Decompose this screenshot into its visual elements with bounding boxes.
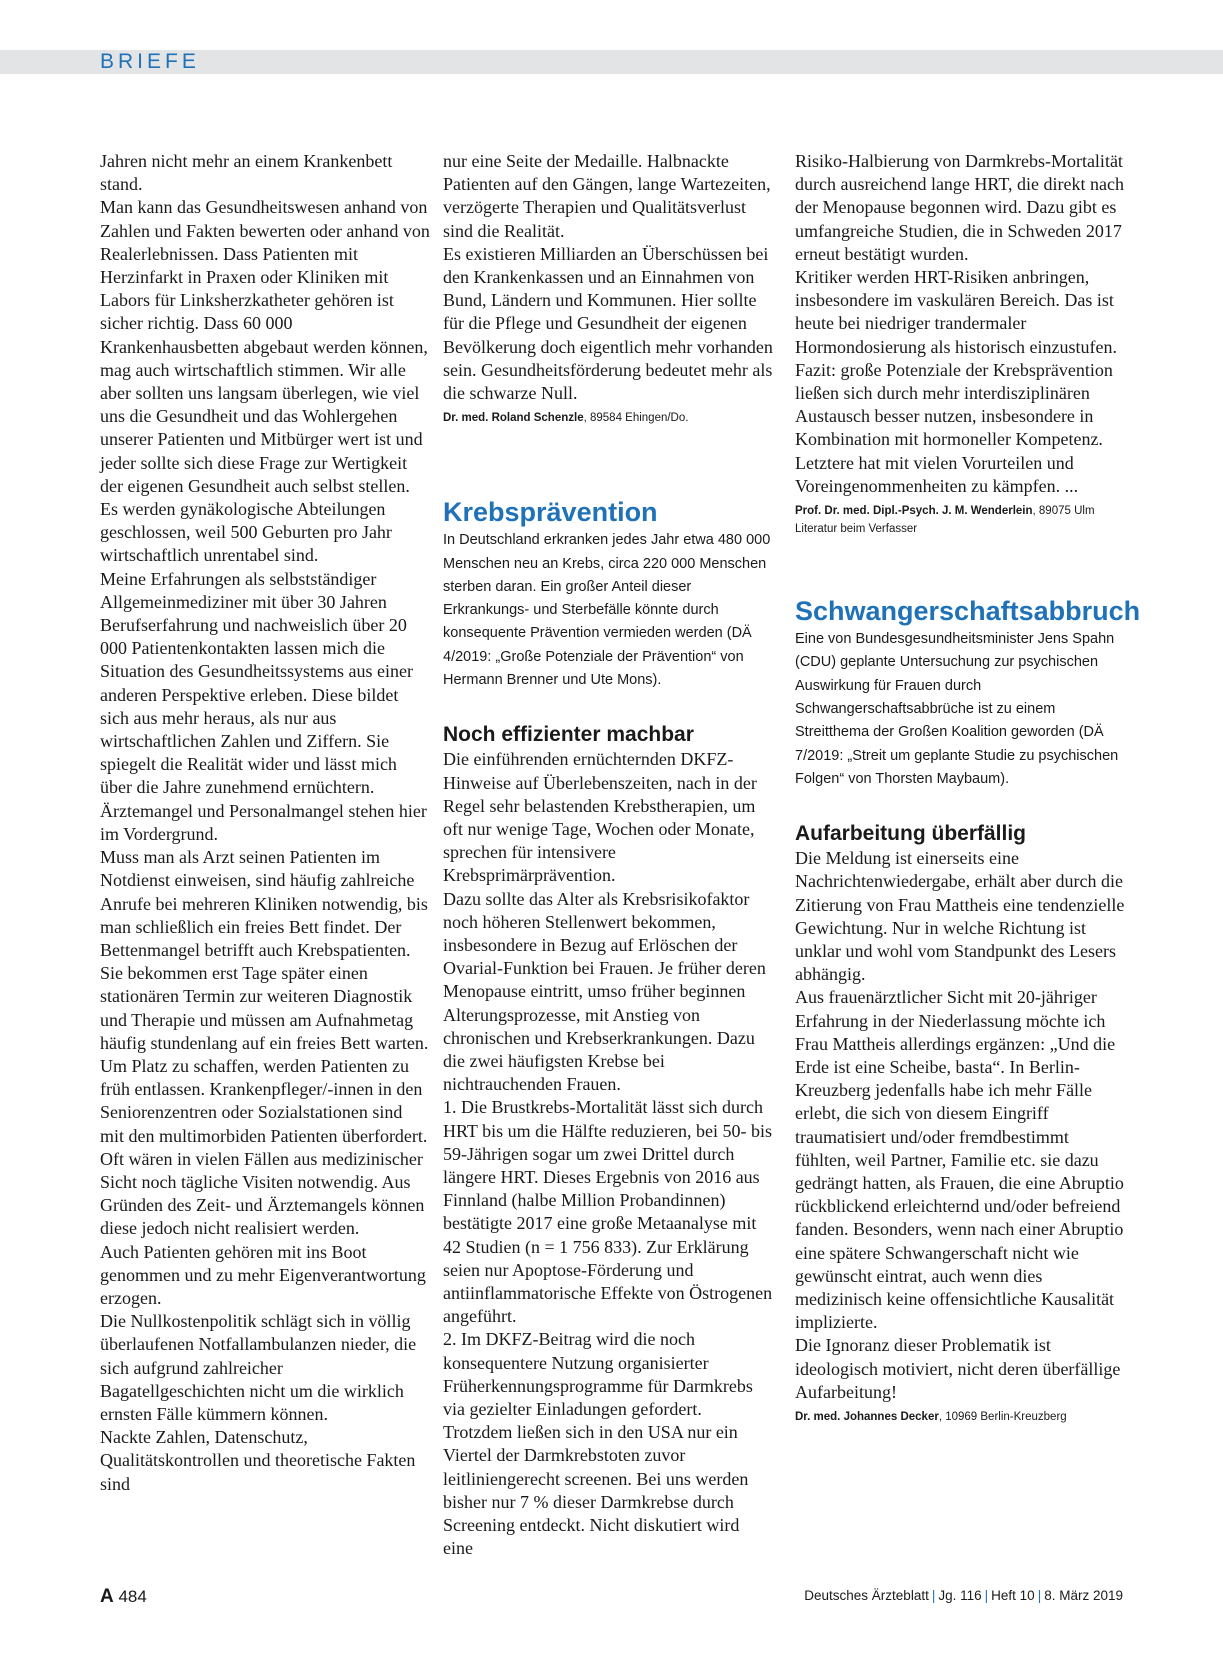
topic-teaser: In Deutschland erkranken jedes Jahr etwa 480 000 Menschen neu an Krebs, circa 220 000 Menschen sterben daran. Ein großer Anteil dieser Erkrankungs- und Sterbefälle könnte durch konsequente Prävention vermieden werden (DÄ 4/2019: „Große Potenziale der Prävention“ von Hermann Brenner und Ute Mons). <box>443 532 771 689</box>
literature-note: Literatur beim Verfasser <box>795 523 918 536</box>
paragraph: Um Platz zu schaffen, werden Patienten zu früh entlassen. Krankenpfleger/-innen in den Seniorenzentren oder Sozialstationen sind mit den multimorbiden Patienten überfordert. Oft wären in vielen Fällen aus medizinischer Sicht noch tägliche Visiten notwendig. Aus Gründen des Zeit- und Ärztemangels können diese jedoch nicht realisiert werden. <box>100 1055 428 1239</box>
author-name: Prof. Dr. med. Dipl.-Psych. J. M. Wenderlein <box>795 505 1033 518</box>
journal-name: Deutsches Ärzteblatt <box>804 1588 929 1603</box>
page-prefix: A <box>100 1586 114 1607</box>
paragraph: Die einführenden ernüchternden DKFZ-Hinweise auf Überlebenszeiten, nach in der Regel sehr belastenden Krebstherapien, um oft nur wenige Tage, Wochen oder Monate, sprechen für intensivere Krebsprimärprävention. <box>443 749 757 886</box>
section-label: BRIEFE <box>100 50 200 73</box>
letter-signature <box>443 409 773 427</box>
author-name: Dr. med. Roland Schenzle <box>443 412 584 425</box>
letter-headline: Noch effizienter machbar <box>443 723 694 747</box>
paragraph: 1. Die Brustkrebs-Mortalität lässt sich durch HRT bis um die Hälfte reduzieren, bei 50- bis 59-Jährigen sogar um zwei Drittel durch längere HRT. Dieses Ergebnis von 2016 aus Finnland (halbe Million Probandinnen) bestätigte 2017 eine große Metaanalyse mit 42 Studien (n = 1 756 833). Zur Erklärung seien nur Apoptose-Förderung und antiinflammatorische Effekte von Östrogenen angeführt. <box>443 1097 773 1327</box>
column-2 <box>443 150 773 1560</box>
paragraph: Auch Patienten gehören mit ins Boot genommen und zu mehr Eigenverantwortung erzogen. <box>100 1241 426 1308</box>
journal-issue: Heft 10 <box>991 1588 1035 1603</box>
paragraph: Die Nullkostenpolitik schlägt sich in völlig überlaufenen Notfallambulanzen nieder, die sich aufgrund zahlreicher Bagatellgeschichten nicht um die wirklich ernsten Fälle kümmern können. <box>100 1311 417 1424</box>
journal-footer <box>804 1588 1123 1603</box>
paragraph: Nackte Zahlen, Datenschutz, Qualitätskontrollen und theoretische Fakten sind <box>100 1427 416 1494</box>
paragraph: 2. Im DKFZ-Beitrag wird die noch konsequentere Nutzung organisierter Früherkennungsprogramme für Darmkrebs via gezielter Einladungen gefordert. Trotzdem ließen sich in den USA nur ein Viertel der Darmkrebstoten zuvor leitliniengerecht screenen. Bei uns werden bisher nur 7 % dieser Darmkrebse durch Screening entdeckt. Nicht diskutiert wird eine <box>443 1329 753 1559</box>
letter-headline: Aufarbeitung überfällig <box>795 822 1026 846</box>
separator: | <box>1037 1588 1042 1603</box>
paragraph: Fazit: große Potenziale der Krebsprävention ließen sich durch mehr interdisziplinären Austausch besser nutzen, insbesondere in Kombination mit hormoneller Kompetenz. Letztere hat mit vielen Vorurteilen und Voreingenommenheiten zu kämpfen. ... <box>795 359 1113 496</box>
paragraph: nur eine Seite der Medaille. Halbnackte Patienten auf den Gängen, lange Wartezeiten, verzögerte Therapien und Qualitätsverlust sind die Realität. <box>443 151 771 241</box>
letter-signature <box>795 502 1125 520</box>
paragraph: Risiko-Halbierung von Darmkrebs-Mortalität durch ausreichend lange HRT, die direkt nach der Menopause begonnen wird. Dazu gibt es umfangreiche Studien, die in Schweden 2017 erneut bestätigt wurden. <box>795 151 1124 264</box>
author-place: , 89584 Ehingen/Do. <box>583 412 689 425</box>
paragraph: Dazu sollte das Alter als Krebsrisikofaktor noch höheren Stellenwert bekommen, insbesondere in Bezug auf Erlöschen der Ovarial-Funktion bei Frauen. Je früher deren Menopause eintritt, umso früher beginnen Alterungsprozesse, mit Anstieg von chronischen und Krebserkrankungen. Dazu die zwei häufigsten Krebse bei nichtrauchenden Frauen. <box>443 888 766 1095</box>
paragraph: Es werden gynäkologische Abteilungen geschlossen, weil 500 Geburten pro Jahr wirtschaftlich unrentabel sind. <box>100 499 392 566</box>
topic-heading: Schwangerschaftsabbruch <box>795 596 1141 627</box>
page-number <box>100 1586 147 1608</box>
paragraph: Die Ignoranz dieser Problematik ist ideologisch motiviert, nicht deren überfällige Aufarbeitung! <box>795 1335 1121 1402</box>
paragraph: Muss man als Arzt seinen Patienten im Notdienst einweisen, sind häufig zahlreiche Anrufe bei mehreren Kliniken notwendig, bis man schließlich ein freies Bett findet. Der Bettenmangel betrifft auch Krebspatienten. Sie bekommen erst Tage später einen stationären Termin zur weiteren Diagnostik und Therapie und müssen am Aufnahmetag häufig stundenlang auf ein freies Bett warten. <box>100 847 429 1053</box>
paragraph: Kritiker werden HRT-Risiken anbringen, insbesondere im vaskulären Bereich. Das ist heute bei niedriger trandermaler Hormondosierung als historisch einzustufen. <box>795 267 1117 357</box>
separator: | <box>984 1588 989 1603</box>
paragraph: Die Meldung ist einerseits eine Nachrichtenwiedergabe, erhält aber durch die Zitierung von Frau Mattheis eine tendenzielle Gewichtung. Nur in welche Richtung ist unklar und wohl vom Standpunkt des Lesers abhängig. <box>795 848 1125 985</box>
paragraph: Jahren nicht mehr an einem Krankenbett stand. <box>100 151 393 195</box>
column-1 <box>100 150 430 1496</box>
paragraph: Man kann das Gesundheitswesen anhand von Zahlen und Fakten bewerten oder anhand von Realerlebnissen. Dass Patienten mit Herzinfarkt in Praxen oder Kliniken mit Labors für Linksherzkatheter gehören ist sicher richtig. Dass 60 000 Krankenhausbetten abgebaut werden können, mag auch wirtschaftlich stimmen. Wir alle aber sollten uns langsam überlegen, wie viel uns die Gesundheit und das Wohlergehen unserer Patienten und Mitbürger wert ist und jeder sollte sich diese Frage zur Wertigkeit der eigenen Gesundheit auch selbst stellen. <box>100 197 430 496</box>
author-place: , 89075 Ulm <box>1032 505 1095 518</box>
author-place: , 10969 Berlin-Kreuzberg <box>938 1411 1067 1423</box>
author-name: Dr. med. Johannes Decker <box>795 1411 939 1423</box>
page-number-value: 484 <box>118 1587 147 1606</box>
journal-volume: Jg. 116 <box>938 1588 982 1603</box>
column-3 <box>795 150 1141 1426</box>
separator: | <box>931 1588 936 1603</box>
letter-signature <box>795 1408 1125 1426</box>
topic-heading: Krebsprävention <box>443 497 658 528</box>
topic-teaser: Eine von Bundesgesundheitsminister Jens Spahn (CDU) geplante Untersuchung zur psychischen Auswirkung für Frauen durch Schwangerschaftsabbrüche ist zu einem Streitthema der Großen Koalition geworden (DÄ 7/2019: „Streit um geplante Studie zu psychischen Folgen“ von Thorsten Maybaum). <box>795 631 1119 787</box>
journal-date: 8. März 2019 <box>1044 1588 1123 1603</box>
paragraph: Es existieren Milliarden an Überschüssen bei den Krankenkassen und an Einnahmen von Bund, Ländern und Kommunen. Hier sollte für die Pflege und Gesundheit der eigenen Bevölkerung doch eigentlich mehr vorhanden sein. Gesundheitsförderung bedeutet mehr als die schwarze Null. <box>443 243 773 404</box>
paragraph: Aus frauenärztlicher Sicht mit 20-jähriger Erfahrung in der Niederlassung möchte ich Frau Mattheis allerdings ergänzen: „Und die Erde ist eine Scheibe, basta“. In Berlin-Kreuzberg jedenfalls habe ich mehr Fälle erlebt, die sich von diesem Eingriff traumatisiert und/oder fremdbestimmt fühlten, weil Partner, Familie etc. sie dazu gedrängt hatten, als Frauen, die eine Abruptio rückblickend erleichternd und/oder befreiend fanden. Besonders, wenn nach einer Abruptio eine spätere Schwangerschaft nicht wie gewünscht eintrat, auch wenn dies medizinisch keine offensichtliche Kausalität implizierte. <box>795 987 1124 1333</box>
paragraph: Meine Erfahrungen als selbstständiger Allgemeinmediziner mit über 30 Jahren Berufserfahrung und nachweislich über 20 000 Patientenkontakten lassen mich die Situation des Gesundheitssystems aus einer anderen Perspektive erleben. Diese bildet sich aus mehr heraus, als nur aus wirtschaftlichen Zahlen und Ziffern. Sie spiegelt die Realität wider und lässt mich über die Jahre zunehmend ernüchtern. Ärztemangel und Personalmangel stehen hier im Vordergrund. <box>100 568 427 844</box>
